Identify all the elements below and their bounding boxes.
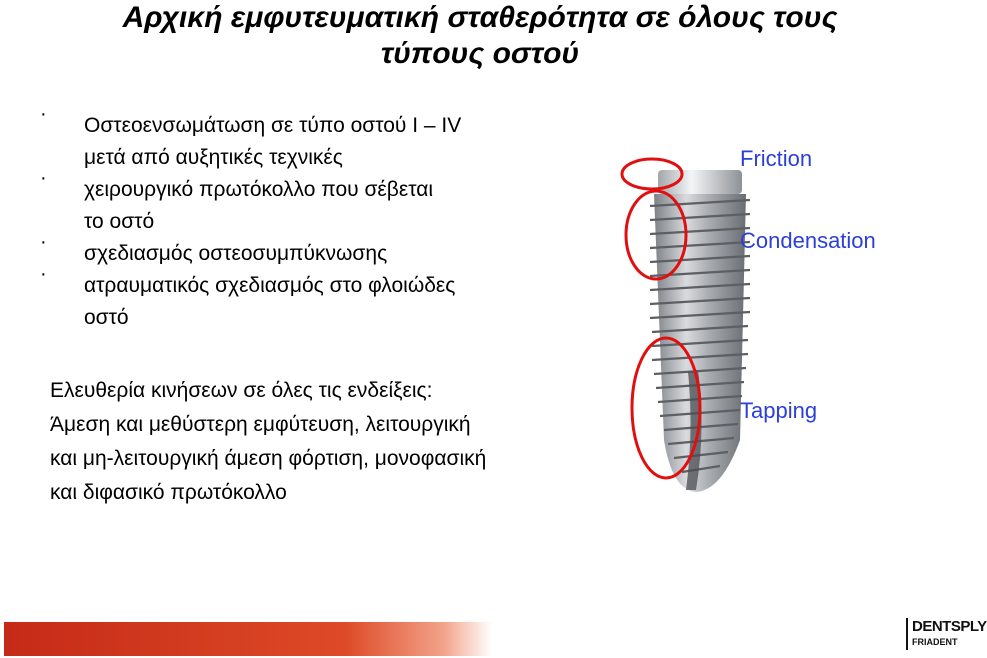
indications-paragraph (50, 374, 610, 510)
bullet-line: ατραυματικός σχεδιασμός στο φλοιώδες (84, 274, 456, 297)
logo-line-1: DENTSPLY (912, 618, 987, 635)
bullet-list (40, 103, 600, 334)
bullet-item (40, 231, 600, 270)
implant-collar (658, 170, 742, 194)
condensation-label: Condensation (740, 228, 876, 253)
friction-label: Friction (740, 146, 813, 171)
bullet-item (40, 103, 600, 174)
title-line-2: τύπους οστού (380, 37, 580, 70)
bullet-marker: · (40, 263, 47, 285)
bullet-marker: · (40, 167, 47, 189)
paragraph-line: και διφασικό πρωτόκολλο (50, 481, 287, 504)
title-line-1: Αρχική εμφυτευματική σταθερότητα σε όλους τους (122, 1, 838, 34)
bullet-marker: · (40, 231, 47, 253)
footer-accent-bar (4, 622, 492, 656)
bullet-line: χειρουργικό πρωτόκολλο που σέβεται (84, 178, 434, 201)
bullet-item (40, 167, 600, 238)
slide-title (20, 0, 940, 72)
bullet-marker: · (40, 103, 47, 125)
dentsply-friadent-logo (900, 612, 987, 654)
paragraph-line: Άμεση και μεθύστερη εμφύτευση, λειτουργική (50, 413, 471, 436)
paragraph-line: Ελευθερία κινήσεων σε όλες τις ενδείξεις: (50, 379, 433, 402)
bullet-line: σχεδιασμός οστεοσυμπύκνωσης (84, 242, 388, 265)
bullet-line: το οστό (84, 210, 155, 233)
logo-line-2: FRIADENT (912, 637, 958, 647)
logo-bar (906, 618, 908, 650)
bullet-line: μετά από αυξητικές τεχνικές (84, 146, 343, 169)
bullet-item (40, 263, 600, 334)
tapping-label: Tapping (740, 398, 818, 423)
paragraph-line: και μη-λειτουργική άμεση φόρτιση, μονοφασική (50, 447, 487, 470)
dental-implant-image (610, 140, 750, 500)
bullet-line: οστό (84, 306, 129, 329)
bullet-line: Οστεοενσωμάτωση σε τύπο οστού I – IV (84, 114, 462, 137)
